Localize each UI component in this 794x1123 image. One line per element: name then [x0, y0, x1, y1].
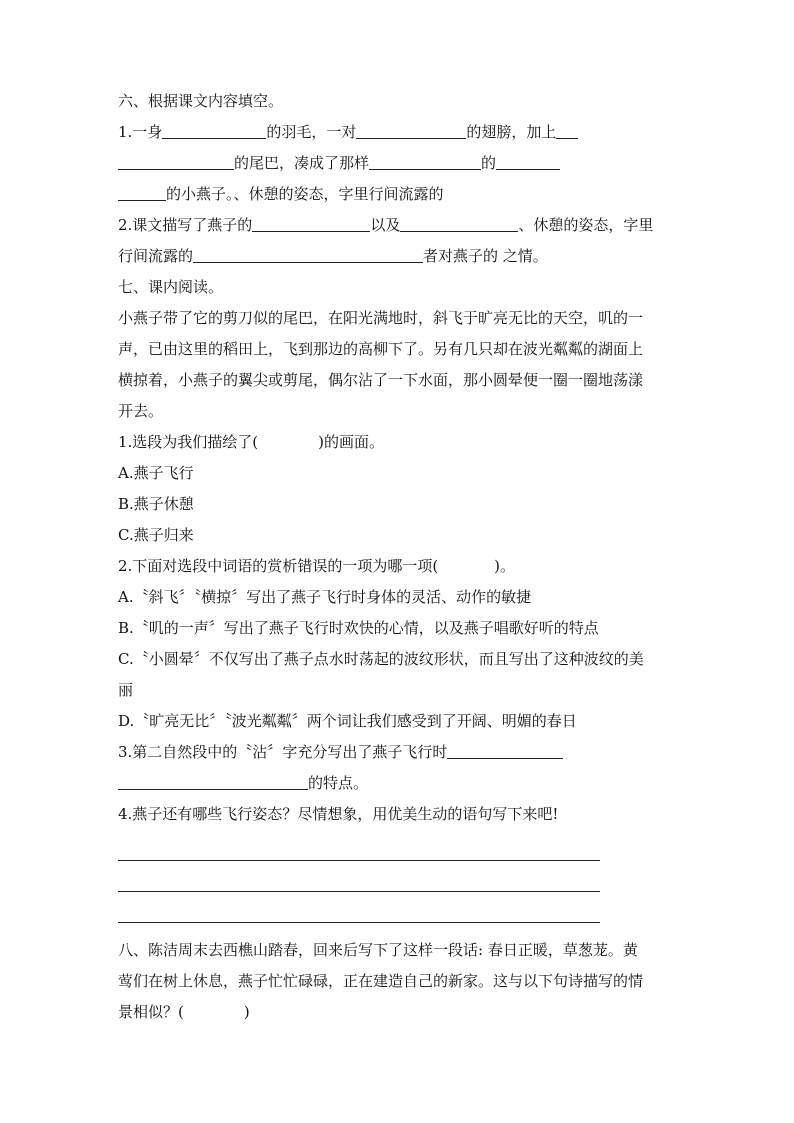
section-8-line1: 八、陈洁周末去西樵山踏春，回来后写下了这样一段话: 春日正暖，草葱茏。黄 [118, 941, 638, 959]
section-7-title: 七、课内阅读。 [118, 278, 224, 296]
answer-writing-line[interactable] [118, 830, 600, 861]
fill-blank[interactable] [356, 119, 466, 139]
passage-line: 开去。 [118, 402, 164, 420]
s7-q2-stem: 2.下面对选段中词语的赏析错误的一项为哪一项( )。 [118, 557, 516, 575]
option-d: D.〝旷亮无比〞〝波光粼粼〞两个词让我们感受到了开阔、明媚的春日 [118, 712, 577, 730]
fill-blank[interactable] [252, 212, 370, 232]
option-b: B.燕子休憩 [118, 495, 194, 513]
s7-q3-line1: 3.第二自然段中的〝沾〞字充分写出了燕子飞行时 [118, 737, 678, 768]
section-6-title: 六、根据课文内容填空。 [118, 92, 284, 110]
option-c-cont: 丽 [118, 681, 134, 699]
fill-blank[interactable] [400, 212, 518, 232]
option-c: C.燕子归来 [118, 526, 194, 544]
fill-blank[interactable] [447, 739, 563, 759]
fill-blank[interactable] [162, 119, 266, 139]
s6-q2-line1: 2.课文描写了燕子的 以及 、休憩的姿态，字里 [118, 210, 678, 241]
fill-blank[interactable] [369, 150, 481, 170]
s6-q1-line3: 的小燕子。、休憩的姿态，字里行间流露的 [118, 179, 678, 210]
option-c: C.〝小圆晕〞不仅写出了燕子点水时荡起的波纹形状，而且写出了这种波纹的美 [118, 650, 644, 668]
option-b: B.〝叽的一声〞写出了燕子飞行时欢快的心情，以及燕子唱歌好听的特点 [118, 619, 599, 637]
fill-blank[interactable] [496, 150, 560, 170]
section-8-line2: 莺们在树上休息，燕子忙忙碌碌，正在建造自己的新家。这与以下句诗描写的情 [118, 972, 644, 990]
s6-q2-line2: 行间流露的 者对燕子的 之情。 [118, 241, 678, 272]
answer-writing-line[interactable] [118, 861, 600, 892]
worksheet-page [118, 86, 678, 1028]
passage-line: 声，已由这里的稻田上，飞到那边的高柳下了。另有几只却在波光粼粼的湖面上 [118, 340, 644, 358]
fill-blank[interactable] [556, 119, 578, 139]
fill-blank[interactable] [118, 770, 308, 790]
section-gap [118, 923, 678, 935]
option-a: A.〝斜飞〞〝横掠〞写出了燕子飞行时身体的灵活、动作的敏捷 [118, 588, 532, 606]
s6-q1-line2: 的尾巴，凑成了那样 的 [118, 148, 678, 179]
passage-line: 小燕子带了它的剪刀似的尾巴，在阳光满地时，斜飞于旷亮无比的天空，叽的一 [118, 309, 644, 327]
passage-line: 横掠着，小燕子的翼尖或剪尾，偶尔沾了一下水面，那小圆晕便一圈一圈地荡漾 [118, 371, 644, 389]
s7-q1-stem: 1.选段为我们描绘了( )的画面。 [118, 433, 385, 451]
section-8-line3: 景相似？( ) [118, 1003, 250, 1021]
fill-blank[interactable] [118, 181, 166, 201]
s7-q4-stem: 4.燕子还有哪些飞行姿态？尽情想象，用优美生动的语句写下来吧! [118, 805, 559, 823]
answer-writing-line[interactable] [118, 892, 600, 923]
option-a: A.燕子飞行 [118, 464, 194, 482]
s7-q3-line2: 的特点。 [118, 768, 678, 799]
fill-blank[interactable] [118, 150, 234, 170]
fill-blank[interactable] [193, 243, 423, 263]
s6-q1-line1: 1.一身 的羽毛，一对 的翅膀，加上 [118, 117, 678, 148]
